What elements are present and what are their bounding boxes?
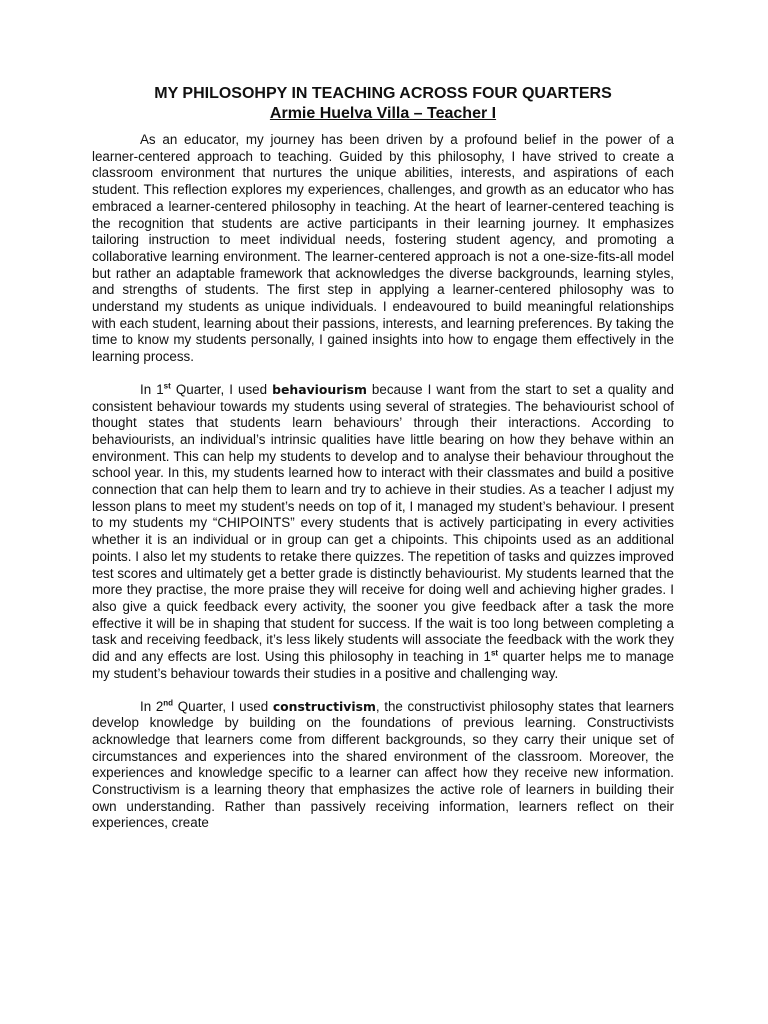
- q2-lead: In 2: [140, 698, 164, 714]
- q1-body-a: because I want from the start to set a quality and consistent behaviour towards my students using several of strategies. The behaviourist school of thought states that students learn behaviours’ through their interactions. According to behaviourists, an individual’s intrinsic qualities have little bearing on how they behave within an environment. This can help my students to develop and to analyse their behaviour throughout the school year. In this, my students learned how to interact with their classmates and build a positive connection that can help them to learn and try to achieve in their studies. As a teacher I adjust my lesson plans to meet my student’s needs on top of it, I managed my student’s behaviour. I present to my students my “CHIPOINTS” every students that is actively participating in every activities whether it is an individual or in group can get a chipoints. This chipoints used as an additional points. I also let my students to retake there quizzes. The repetition of tasks and quizzes improved test scores and ultimately get a better grade is distinctly behaviourist. My students learned that the more they practise, the more praise they will receive for doing well and achieving higher grades. I also give a quick feedback every activity, the sooner you give feedback after a task the more effective it will be in shaping that student for success. If the wait is too long between completing a task and receiving feedback, it’s less likely students will associate the feedback with the work they did and any effects are lost. Using this philosophy in teaching in 1: [92, 381, 674, 665]
- quarter-1-paragraph: [92, 382, 674, 683]
- intro-paragraph: As an educator, my journey has been driven by a profound belief in the power of a learner-centered approach to teaching. Guided by this philosophy, I have strived to create a classroom environment that nurtures the unique abilities, interests, and aspirations of each student. This reflection explores my experiences, challenges, and growth as an educator who has embraced a learner-centered philosophy in teaching. At the heart of learner-centered teaching is the recognition that students are active participants in their learning journey. It emphasizes tailoring instruction to meet individual needs, fostering student agency, and promoting a collaborative learning environment. The learner-centered approach is not a one-size-fits-all model but rather an adaptable framework that acknowledges the diverse backgrounds, learning styles, and strengths of students. The first step in applying a learner-centered philosophy was to understand my students as unique individuals. I endeavoured to build meaningful relationships with each student, learning about their passions, interests, and learning preferences. By taking the time to know my students personally, I gained insights into how to engage them effectively in the learning process.: [92, 132, 674, 365]
- q1-lead: In 1: [140, 381, 164, 397]
- q2-body: , the constructivist philosophy states that learners develop knowledge by building on the foundations of previous learning. Constructivists acknowledge that learners come from different backgrounds, so they carry their unique set of circumstances and experiences into the shared environment of the classroom. Moreover, the experiences and knowledge specific to a learner can affect how they receive new information. Constructivism is a learning theory that emphasizes the active role of learners in building their own understanding. Rather than passively receiving information, learners reflect on their experiences, create: [92, 698, 674, 831]
- q1-ordinal-2: st: [490, 648, 499, 658]
- q2-term: constructivism: [272, 698, 376, 714]
- quarter-2-paragraph: [92, 699, 674, 833]
- q1-body-b: quarter helps me to manage my student’s behaviour towards their studies in a positive and challenging way.: [92, 649, 674, 681]
- q1-ordinal: st: [163, 381, 171, 391]
- document-title: MY PHILOSOHPY IN TEACHING ACROSS FOUR QUARTERS: [154, 85, 612, 102]
- document-page: [92, 84, 674, 848]
- q2-mid: Quarter, I used: [173, 698, 273, 714]
- q2-ordinal: nd: [163, 698, 174, 708]
- q1-mid: Quarter, I used: [170, 381, 273, 397]
- q1-term: behaviourism: [272, 381, 367, 397]
- document-subtitle: Armie Huelva Villa – Teacher I: [269, 105, 497, 122]
